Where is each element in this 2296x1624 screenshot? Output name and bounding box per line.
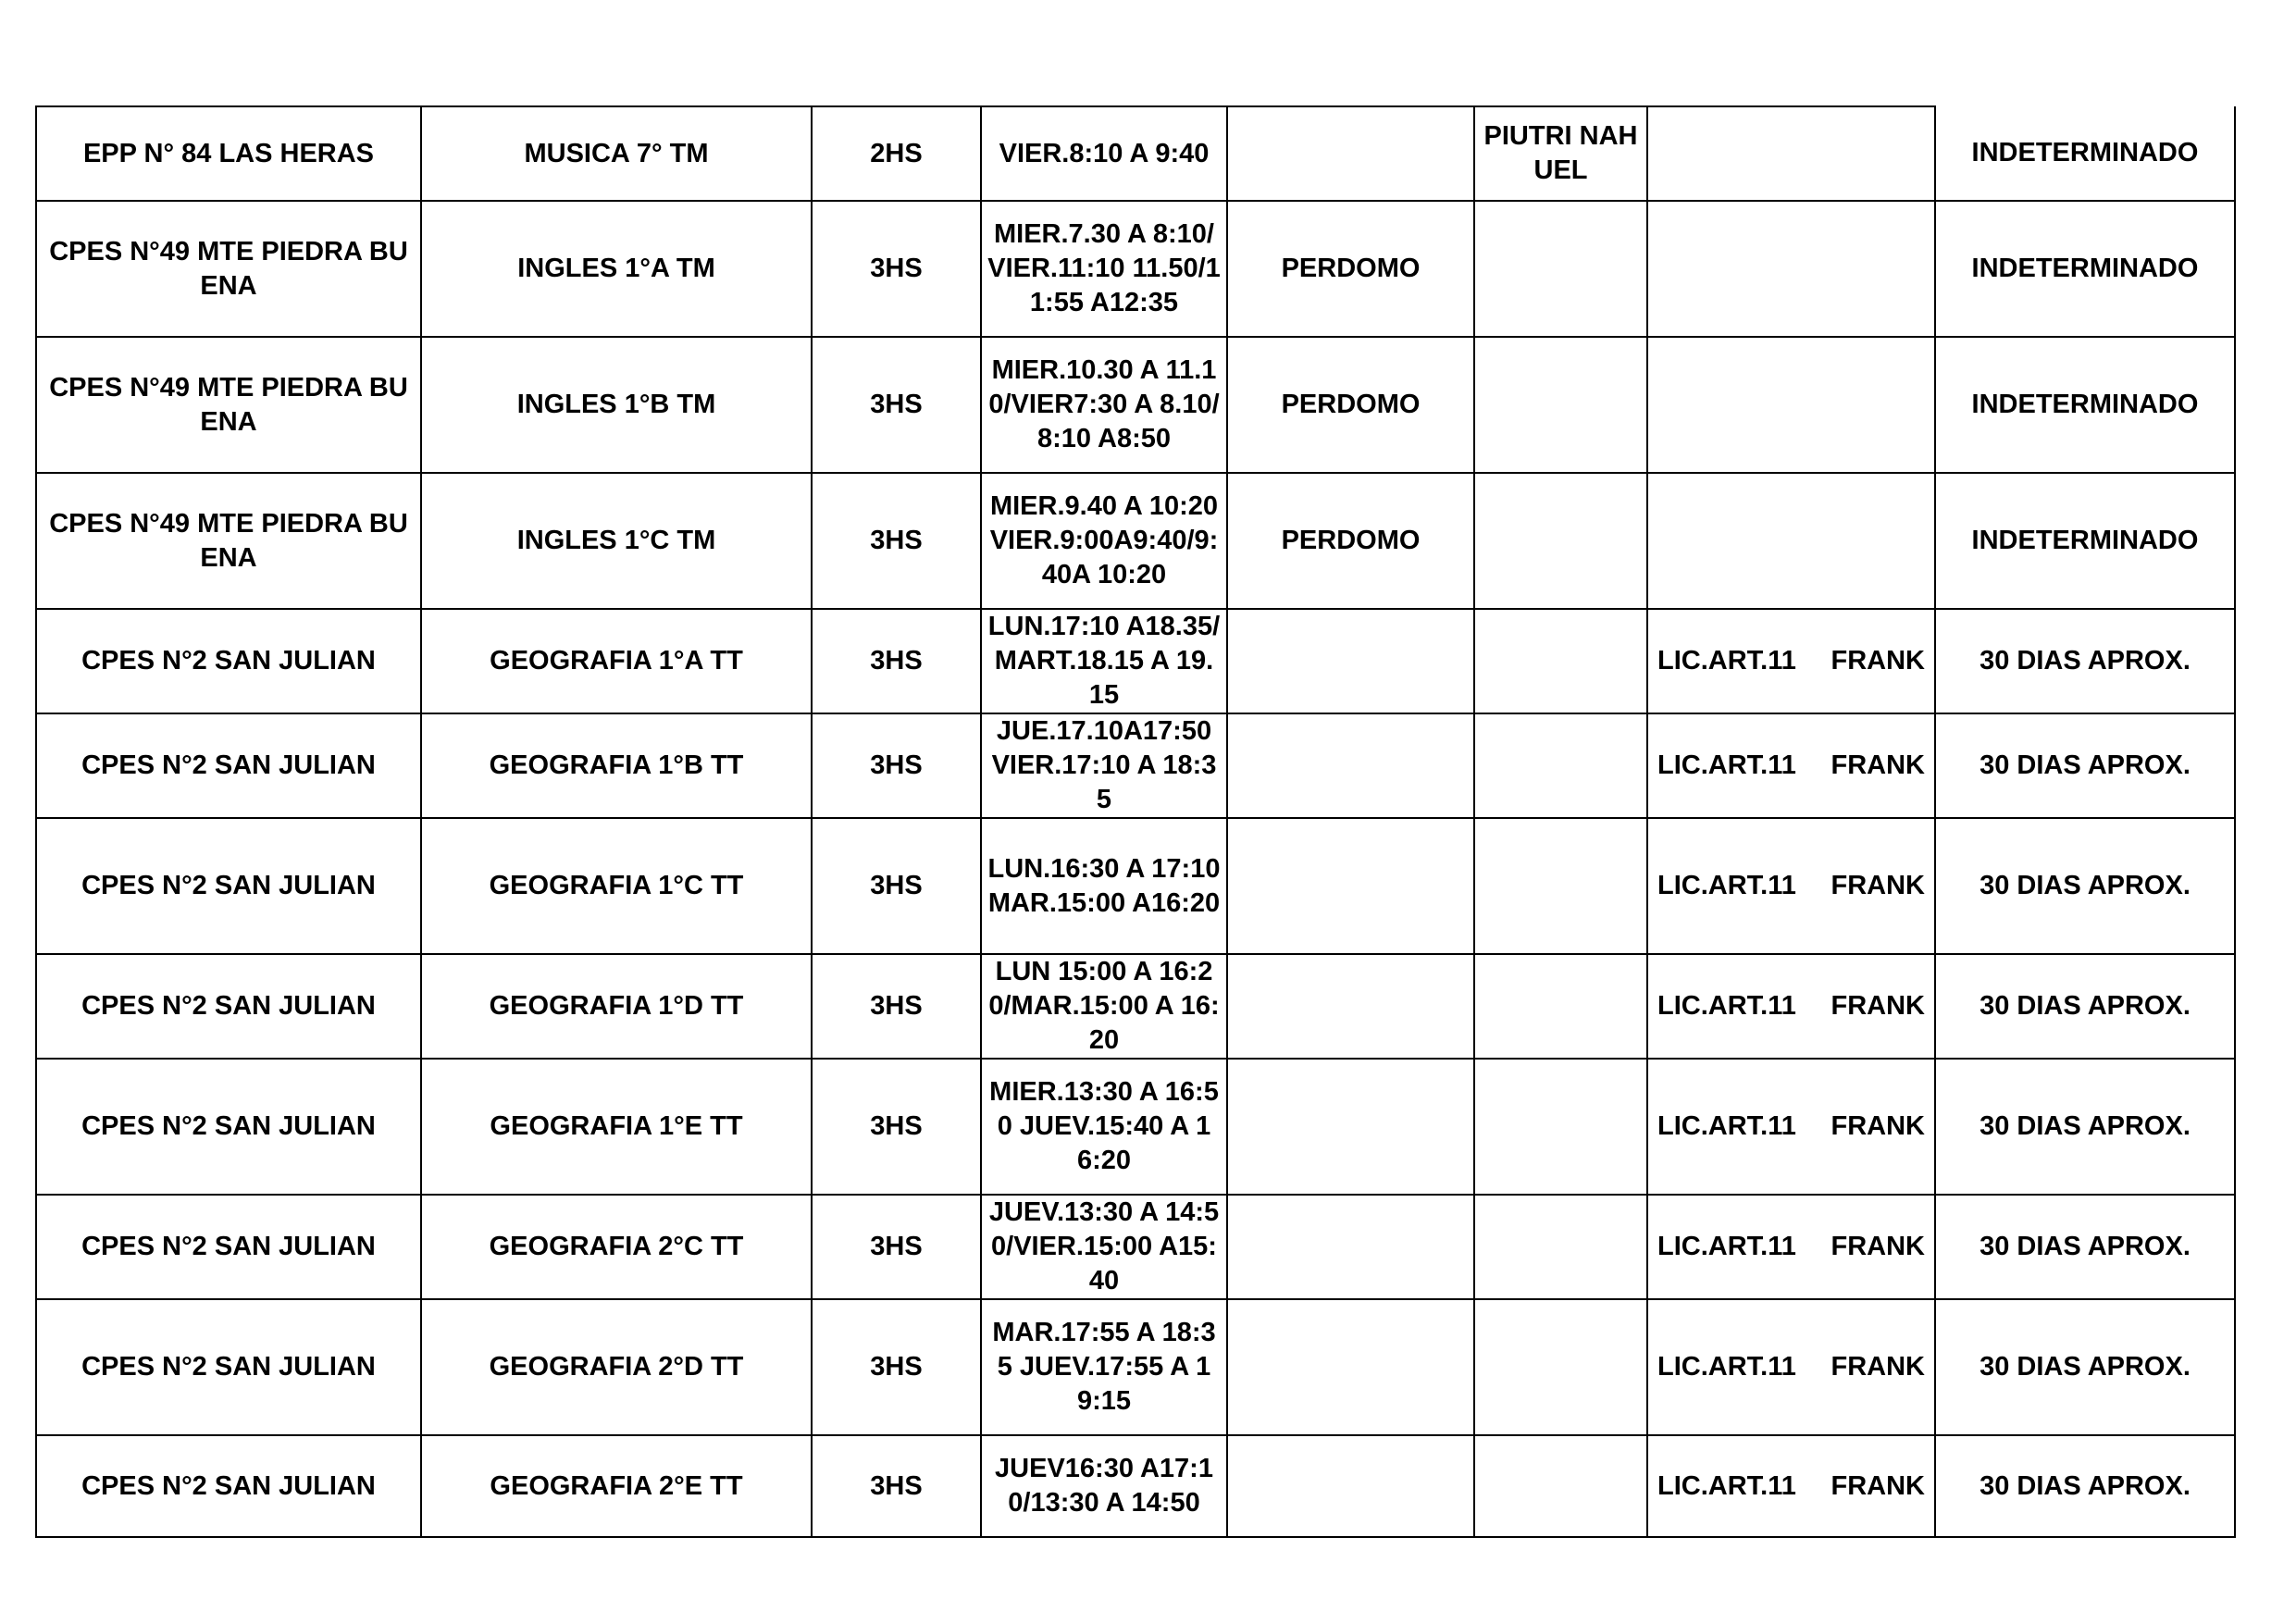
license-type: LIC.ART.11 bbox=[1657, 646, 1796, 676]
duration-cell: 30 DIAS APROX. bbox=[1935, 1059, 2235, 1195]
license-type: LIC.ART.11 bbox=[1657, 1232, 1796, 1261]
hours-cell: 3HS bbox=[812, 201, 981, 337]
license-cell bbox=[1647, 954, 1935, 1059]
teacher-cell bbox=[1227, 954, 1474, 1059]
subject-cell: GEOGRAFIA 2°C TT bbox=[421, 1195, 812, 1299]
hours-cell: 3HS bbox=[812, 337, 981, 473]
license-cell bbox=[1647, 818, 1935, 954]
replacement-cell bbox=[1474, 201, 1647, 337]
license-type: LIC.ART.11 bbox=[1657, 1352, 1796, 1382]
license-cell bbox=[1647, 609, 1935, 713]
teacher-cell bbox=[1227, 106, 1474, 201]
subject-cell: INGLES 1°A TM bbox=[421, 201, 812, 337]
license-cell bbox=[1647, 337, 1935, 473]
duration-cell: 30 DIAS APROX. bbox=[1935, 609, 2235, 713]
duration-cell: 30 DIAS APROX. bbox=[1935, 818, 2235, 954]
subject-cell: GEOGRAFIA 1°E TT bbox=[421, 1059, 812, 1195]
hours-cell: 3HS bbox=[812, 1299, 981, 1435]
license-type: LIC.ART.11 bbox=[1657, 871, 1796, 900]
teacher-cell bbox=[1227, 1435, 1474, 1537]
duration-cell: 30 DIAS APROX. bbox=[1935, 1299, 2235, 1435]
hours-cell: 2HS bbox=[812, 106, 981, 201]
school-cell: CPES N°2 SAN JULIAN bbox=[36, 818, 421, 954]
hours-cell: 3HS bbox=[812, 954, 981, 1059]
subject-cell: GEOGRAFIA 1°C TT bbox=[421, 818, 812, 954]
teacher-cell: PERDOMO bbox=[1227, 473, 1474, 609]
duration-cell: 30 DIAS APROX. bbox=[1935, 954, 2235, 1059]
hours-cell: 3HS bbox=[812, 1059, 981, 1195]
school-cell: CPES N°49 MTE PIEDRA BUENA bbox=[36, 201, 421, 337]
license-cell bbox=[1647, 1299, 1935, 1435]
schedule-cell: LUN 15:00 A 16:20/MAR.15:00 A 16:20 bbox=[981, 954, 1227, 1059]
license-holder: FRANK bbox=[1831, 1232, 1925, 1261]
replacement-cell bbox=[1474, 1435, 1647, 1537]
replacement-cell bbox=[1474, 954, 1647, 1059]
table-row bbox=[36, 818, 2235, 954]
table-row bbox=[36, 609, 2235, 713]
replacement-cell: PIUTRI NAHUEL bbox=[1474, 106, 1647, 201]
school-cell: CPES N°2 SAN JULIAN bbox=[36, 713, 421, 818]
teacher-cell bbox=[1227, 1195, 1474, 1299]
subject-cell: INGLES 1°C TM bbox=[421, 473, 812, 609]
license-type: LIC.ART.11 bbox=[1657, 991, 1796, 1021]
duration-cell: INDETERMINADO bbox=[1935, 106, 2235, 201]
license-holder: FRANK bbox=[1831, 1470, 1925, 1501]
subject-cell: INGLES 1°B TM bbox=[421, 337, 812, 473]
replacement-cell bbox=[1474, 473, 1647, 609]
license-type: LIC.ART.11 bbox=[1657, 1470, 1796, 1501]
license-holder: FRANK bbox=[1831, 646, 1925, 676]
teacher-cell: PERDOMO bbox=[1227, 201, 1474, 337]
teacher-cell bbox=[1227, 1299, 1474, 1435]
license-holder: FRANK bbox=[1831, 1352, 1925, 1382]
school-cell: CPES N°2 SAN JULIAN bbox=[36, 1059, 421, 1195]
hours-cell: 3HS bbox=[812, 609, 981, 713]
duration-cell: INDETERMINADO bbox=[1935, 473, 2235, 609]
duration-cell: INDETERMINADO bbox=[1935, 201, 2235, 337]
schedule-cell: JUE.17.10A17:50 VIER.17:10 A 18:35 bbox=[981, 713, 1227, 818]
table-row bbox=[36, 201, 2235, 337]
table-row bbox=[36, 1195, 2235, 1299]
table-row bbox=[36, 106, 2235, 201]
subject-cell: GEOGRAFIA 1°D TT bbox=[421, 954, 812, 1059]
table-row bbox=[36, 337, 2235, 473]
schedule-cell: MIER.9.40 A 10:20 VIER.9:00A9:40/9:40A 10:20 bbox=[981, 473, 1227, 609]
schedule-cell: MAR.17:55 A 18:35 JUEV.17:55 A 19:15 bbox=[981, 1299, 1227, 1435]
school-cell: CPES N°2 SAN JULIAN bbox=[36, 1435, 421, 1537]
replacement-cell bbox=[1474, 337, 1647, 473]
license-cell bbox=[1647, 106, 1935, 201]
schedule-cell: LUN.17:10 A18.35/MART.18.15 A 19.15 bbox=[981, 609, 1227, 713]
teacher-cell bbox=[1227, 713, 1474, 818]
replacement-cell bbox=[1474, 1059, 1647, 1195]
subject-cell: GEOGRAFIA 2°D TT bbox=[421, 1299, 812, 1435]
schedule-cell: JUEV16:30 A17:10/13:30 A 14:50 bbox=[981, 1435, 1227, 1537]
duration-cell: INDETERMINADO bbox=[1935, 337, 2235, 473]
license-cell bbox=[1647, 713, 1935, 818]
teacher-cell: PERDOMO bbox=[1227, 337, 1474, 473]
replacement-cell bbox=[1474, 713, 1647, 818]
replacement-cell bbox=[1474, 1299, 1647, 1435]
school-cell: CPES N°2 SAN JULIAN bbox=[36, 1299, 421, 1435]
subject-cell: GEOGRAFIA 2°E TT bbox=[421, 1435, 812, 1537]
license-cell bbox=[1647, 1195, 1935, 1299]
school-cell: CPES N°2 SAN JULIAN bbox=[36, 609, 421, 713]
table-row bbox=[36, 1299, 2235, 1435]
hours-cell: 3HS bbox=[812, 473, 981, 609]
license-holder: FRANK bbox=[1831, 750, 1925, 780]
license-holder: FRANK bbox=[1831, 871, 1925, 900]
license-cell bbox=[1647, 201, 1935, 337]
license-type: LIC.ART.11 bbox=[1657, 1111, 1796, 1141]
schedule-cell: VIER.8:10 A 9:40 bbox=[981, 106, 1227, 201]
hours-cell: 3HS bbox=[812, 818, 981, 954]
license-cell bbox=[1647, 1059, 1935, 1195]
hours-cell: 3HS bbox=[812, 713, 981, 818]
school-cell: CPES N°49 MTE PIEDRA BUENA bbox=[36, 473, 421, 609]
license-holder: FRANK bbox=[1831, 1111, 1925, 1141]
school-cell: EPP N° 84 LAS HERAS bbox=[36, 106, 421, 201]
hours-cell: 3HS bbox=[812, 1195, 981, 1299]
school-cell: CPES N°49 MTE PIEDRA BUENA bbox=[36, 337, 421, 473]
table-row bbox=[36, 1059, 2235, 1195]
hours-cell: 3HS bbox=[812, 1435, 981, 1537]
table-row bbox=[36, 713, 2235, 818]
duration-cell: 30 DIAS APROX. bbox=[1935, 1195, 2235, 1299]
replacement-cell bbox=[1474, 818, 1647, 954]
table-row bbox=[36, 473, 2235, 609]
duration-cell: 30 DIAS APROX. bbox=[1935, 713, 2235, 818]
replacement-cell bbox=[1474, 609, 1647, 713]
subject-cell: MUSICA 7° TM bbox=[421, 106, 812, 201]
schedule-cell: JUEV.13:30 A 14:50/VIER.15:00 A15:40 bbox=[981, 1195, 1227, 1299]
table-row bbox=[36, 1435, 2235, 1537]
table-row bbox=[36, 954, 2235, 1059]
subject-cell: GEOGRAFIA 1°A TT bbox=[421, 609, 812, 713]
license-cell bbox=[1647, 1435, 1935, 1537]
schedule-cell: MIER.13:30 A 16:50 JUEV.15:40 A 16:20 bbox=[981, 1059, 1227, 1195]
teacher-cell bbox=[1227, 818, 1474, 954]
schedule-cell: LUN.16:30 A 17:10 MAR.15:00 A16:20 bbox=[981, 818, 1227, 954]
teacher-cell bbox=[1227, 1059, 1474, 1195]
subject-cell: GEOGRAFIA 1°B TT bbox=[421, 713, 812, 818]
schedule-cell: MIER.7.30 A 8:10/VIER.11:10 11.50/11:55 A12:35 bbox=[981, 201, 1227, 337]
schedule-table bbox=[35, 105, 2236, 1538]
duration-cell: 30 DIAS APROX. bbox=[1935, 1435, 2235, 1537]
schedule-cell: MIER.10.30 A 11.10/VIER7:30 A 8.10/8:10 A8:50 bbox=[981, 337, 1227, 473]
replacement-cell bbox=[1474, 1195, 1647, 1299]
license-type: LIC.ART.11 bbox=[1657, 750, 1796, 780]
license-cell bbox=[1647, 473, 1935, 609]
school-cell: CPES N°2 SAN JULIAN bbox=[36, 1195, 421, 1299]
teacher-cell bbox=[1227, 609, 1474, 713]
school-cell: CPES N°2 SAN JULIAN bbox=[36, 954, 421, 1059]
license-holder: FRANK bbox=[1831, 991, 1925, 1021]
